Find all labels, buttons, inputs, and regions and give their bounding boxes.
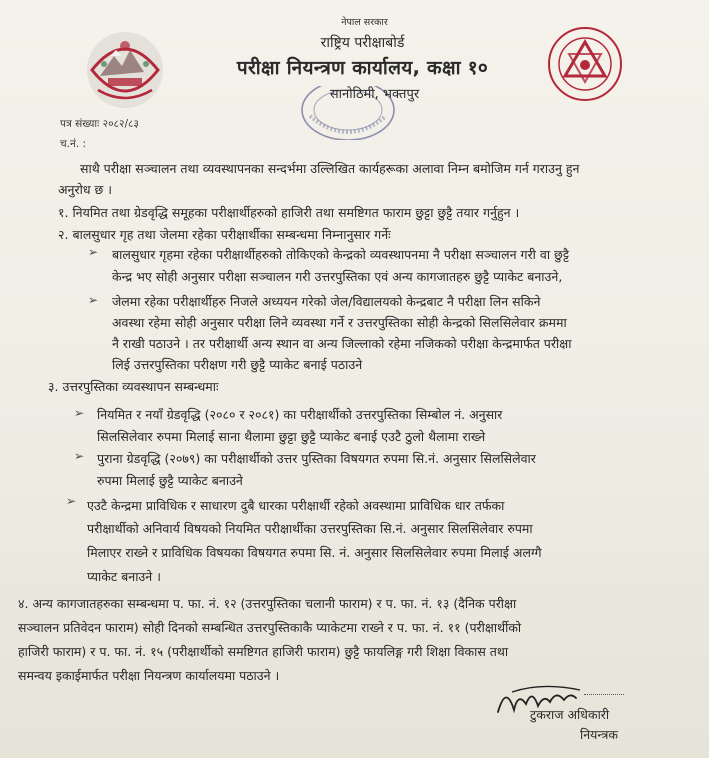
item-2a-line: बालसुधार गृहमा रहेका परीक्षार्थीहरुको तोकिएको केन्द्रको व्यवस्थापनमा नै परीक्षा सञ्चालन गरी वा छुट्टै (112, 247, 569, 262)
item-4-line: हाजिरी फाराम) र प. फा. नं. १५ (परीक्षार्थीको समष्टिगत हाजिरी फाराम) छुट्टै फायलिङ्ग गरी शिक्षा विकास तथा (18, 644, 509, 659)
letter-number: पत्र संख्याः २०८२/८३ (60, 118, 139, 130)
item-3c-line: प्याकेट बनाउने । (87, 569, 161, 584)
item-3c-line: मिलाएर राख्ने र प्राविधिक विषयका विषयगत रुपमा सि. नं. अनुसार सिलसिलेवार रुपमा मिलाई अलग्गै (87, 545, 542, 560)
arrow-bullet-icon: ➢ (74, 406, 85, 420)
item-4-line: समन्वय इकाईमार्फत परीक्षा नियन्त्रण कार्यालयमा पठाउने । (18, 668, 280, 683)
item-2b-line: लिई उत्तरपुस्तिका परीक्षण गरी छुट्टै प्याकेट बनाई पठाउने (112, 357, 363, 372)
item-3a-line: सिलसिलेवार रुपमा मिलाई साना थैलामा छुट्टा छुट्टै प्याकेट बनाई एउटै ठुलो थैलामा राख्ने (97, 429, 486, 444)
item-2a-line: केन्द्र भए सोही अनुसार परीक्षा सञ्चालन गरी उत्तरपुस्तिका एवं अन्य कागजातहरु छुट्टै प्याकेट बनाउने, (112, 269, 563, 284)
arrow-bullet-icon: ➢ (88, 293, 99, 307)
government-line: नेपाल सरकार (341, 17, 388, 28)
intro-line: साथै परीक्षा सञ्चालन तथा व्यवस्थापनका सन्दर्भमा उल्लिखित कार्यहरूका अलावा निम्न बमोजिम गर्न गराउनु हुन (80, 161, 580, 176)
board-name: राष्ट्रिय परीक्षाबोर्ड (320, 35, 405, 51)
item-4-line: सञ्चालन प्रतिवेदन फाराम) सोही दिनको सम्बन्धित उत्तरपुस्तिकाकै प्याकेटमा राख्ने र प. फा. नं. ११ (परीक्षार्थीको (18, 620, 522, 635)
item-2-heading: २. बालसुधार गृह तथा जेलमा रहेका परीक्षार्थीका सम्बन्धमा निम्नानुसार गर्नेः (58, 227, 391, 242)
item-3c-line: एउटै केन्द्रमा प्राविधिक र साधारण दुबै धारका परीक्षार्थी रहेको अवस्थामा प्राविधिक धार तर्फका (87, 498, 505, 513)
item-3-heading: ३. उत्तरपुस्तिका व्यवस्थापन सम्बन्धमाः (48, 379, 219, 394)
item-2b-line: नै राखी पठाउने । तर परीक्षार्थी अन्य स्थान वा अन्य जिल्लाको रहेमा नजिकको परीक्षा केन्द्रमार्फत परीक्षा (112, 336, 572, 351)
item-4-line: ४. अन्य कागजातहरुका सम्बन्धमा प. फा. नं. १२ (उत्तरपुस्तिका चलानी फाराम) र प. फा. नं. १३ (दैनिक परीक्षा (18, 596, 517, 611)
signature-dotted-line (584, 694, 624, 695)
item-3b-line: रुपमा मिलाई छुट्टै प्याकेट बनाउने (97, 473, 243, 488)
item-3b-line: पुराना ग्रेडवृद्धि (२०७९) का परीक्षार्थीको उत्तर पुस्तिका विषयगत रुपमा सि.नं. अनुसार सिलसिलेवार (97, 451, 536, 466)
item-3c-line: परीक्षार्थीको अनिवार्य विषयको नियमित परीक्षार्थीका उत्तरपुस्तिका सि.नं. अनुसार सिलसिलेवार रुपमा (87, 521, 533, 536)
item-2b-line: जेलमा रहेका परीक्षार्थीहरु निजले अध्ययन गरेको जेल/विद्यालयको केन्द्रबाट नै परीक्षा लिन सकिने (112, 294, 541, 309)
signatory-title: नियन्त्रक (580, 727, 618, 742)
office-address: सानोठिमी, भक्तपुर (329, 87, 420, 102)
office-title: परीक्षा नियन्त्रण कार्यालय, कक्षा १० (236, 57, 489, 79)
arrow-bullet-icon: ➢ (66, 494, 77, 508)
arrow-bullet-icon: ➢ (74, 449, 85, 463)
item-3a-line: नियमित र नयाँ ग्रेडवृद्धि (२०८० र २०८१) का परीक्षार्थीको उत्तरपुस्तिका सिम्बोल नं. अनुसार (97, 407, 503, 422)
dispatch-number: च.नं. : (60, 138, 87, 150)
item-1: १. नियमित तथा ग्रेडवृद्धि समूहका परीक्षार्थीहरुको हाजिरी तथा समष्टिगत फाराम छुट्टा छुट्टै तयार गर्नुहुन । (58, 205, 520, 220)
item-2b-line: अवस्था रहेमा सोही अनुसार परीक्षा लिने व्यवस्था गर्ने र उत्तरपुस्तिका सोही केन्द्रको सिलसिलेवार क्रममा (112, 315, 567, 330)
arrow-bullet-icon: ➢ (88, 245, 99, 259)
signatory-name: टुकराज अधिकारी (530, 707, 610, 722)
intro-line: अनुरोध छ । (58, 182, 112, 197)
